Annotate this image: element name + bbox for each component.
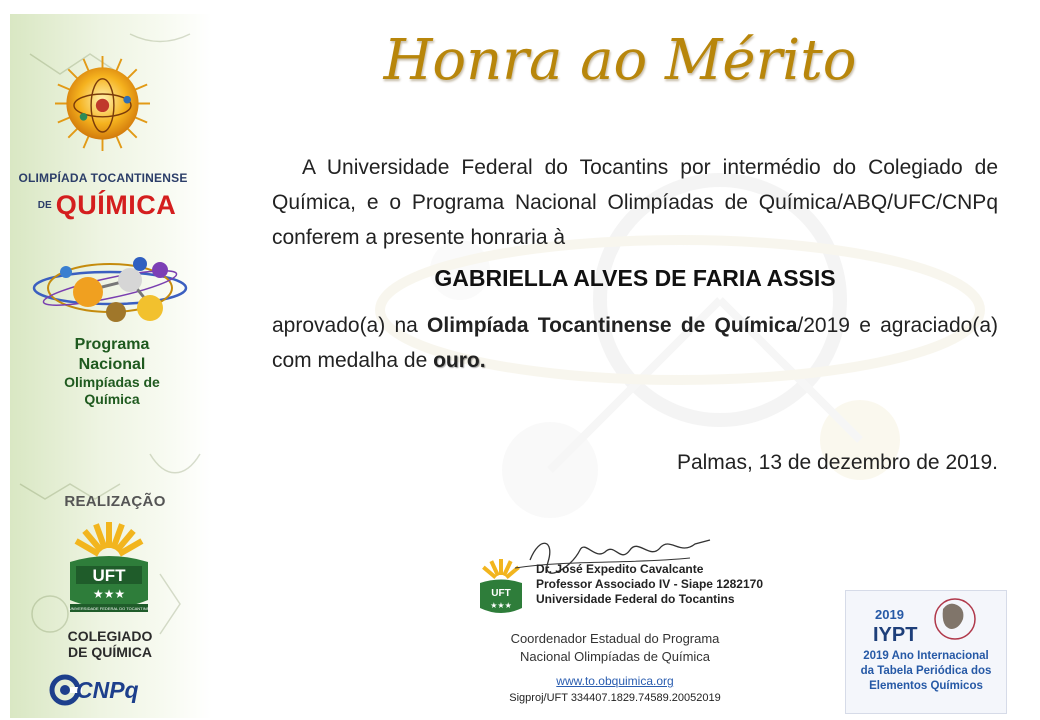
iypt-caption-line2: da Tabela Periódica dos: [860, 665, 992, 677]
uft-logo-text: UFT: [92, 566, 126, 585]
uft-logo-fullname: UNIVERSIDADE FEDERAL DO TOCANTINS: [68, 606, 150, 611]
uft-university-logo: [62, 520, 156, 618]
olympiad-name-line1: OLIMPÍADA TOCANTINENSE: [18, 171, 188, 185]
colegiado-line2: DE QUÍMICA: [68, 644, 152, 661]
signatory-role: Professor Associado IV - Siape 1282170: [536, 577, 763, 591]
coordinator-title: [470, 630, 760, 666]
program-line3: Olimpíadas de: [64, 374, 160, 391]
colegiado-line1: COLEGIADO: [67, 628, 153, 644]
signatory-name: Dr. José Expedito Cavalcante: [536, 562, 704, 576]
svg-text:★★★: ★★★: [490, 601, 512, 610]
certificate-paragraph-2: [272, 308, 998, 378]
program-line4: Química: [84, 391, 140, 408]
event-name: Olimpíada Tocantinense de Química: [427, 314, 798, 337]
iypt-caption-line1: 2019 Ano Internacional: [863, 650, 989, 662]
place-and-date: Palmas, 13 de dezembro de 2019.: [676, 451, 998, 474]
olympiad-quimica-label: QUÍMICA: [55, 190, 177, 220]
uft-small-logo-text: UFT: [491, 588, 511, 599]
iypt-badge: [845, 590, 1007, 714]
olympiad-sun-logo: [55, 56, 150, 151]
cnpq-logo-text: CNPq: [76, 677, 139, 703]
colegiado-label: [40, 628, 180, 660]
molecule-atom-illustration: [30, 250, 190, 332]
realizacao-label: REALIZAÇÃO: [64, 493, 166, 510]
iypt-acronym: IYPT: [873, 624, 918, 645]
website-link[interactable]: www.to.obquimica.org: [556, 674, 674, 688]
olympiad-de-label: DE: [37, 200, 52, 211]
p2-mid: /2019 e agraciado(a) com medalha de: [272, 314, 998, 372]
iypt-caption-line3: Elementos Químicos: [869, 680, 983, 692]
svg-text:★★★: ★★★: [92, 587, 126, 601]
medal-type: ouro.: [433, 349, 486, 372]
iypt-logo: [871, 595, 981, 645]
p2-start: aprovado(a) na: [272, 314, 428, 337]
sigproj-code: Sigproj/UFT 334407.1829.74589.20052019: [509, 692, 721, 704]
coordinator-line1: Coordenador Estadual do Programa: [510, 631, 720, 646]
program-line1: Programa: [74, 336, 150, 353]
coordinator-line2: Nacional Olimpíadas de Química: [519, 649, 711, 664]
certificate-paragraph-1: A Universidade Federal do Tocantins por intermédio do Colegiado de Química, e o Programa Nacional Olimpíadas de Química/ABQ/UFC/CNPq conferem a presente honraria à: [272, 156, 998, 249]
recipient-name: GABRIELLA ALVES DE FARIA ASSIS: [434, 265, 836, 291]
program-line2: Nacional: [78, 355, 146, 373]
program-name: [42, 335, 182, 408]
certificate-title: Honra ao Mérito: [383, 28, 857, 93]
olympiad-name-line2: [22, 190, 192, 221]
signatory-details: [536, 562, 763, 607]
iypt-year: 2019: [875, 607, 904, 622]
signatory-institution: Universidade Federal do Tocantins: [536, 592, 735, 606]
iypt-caption: [850, 649, 1002, 694]
